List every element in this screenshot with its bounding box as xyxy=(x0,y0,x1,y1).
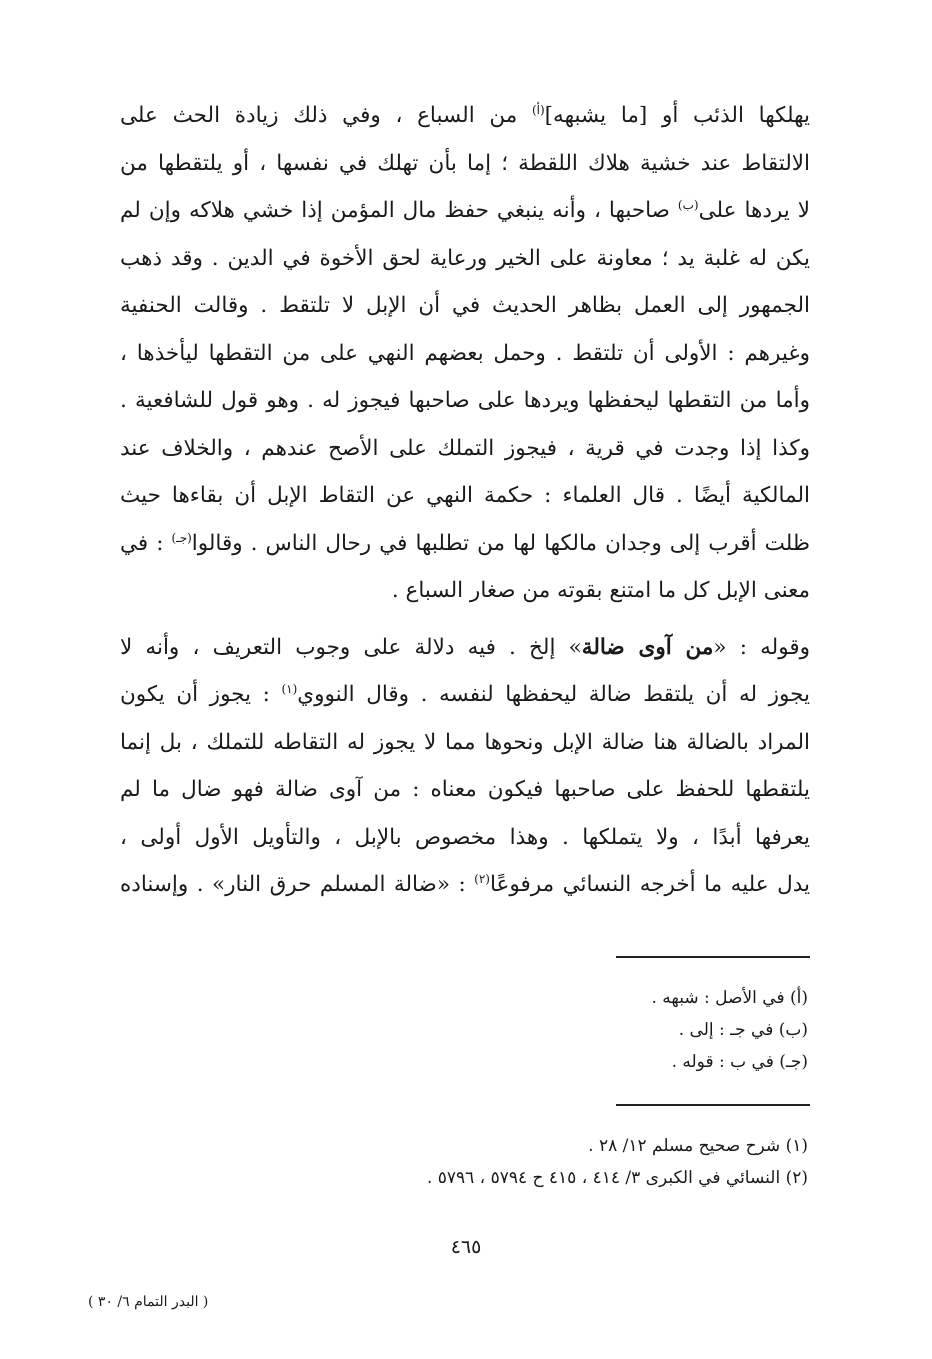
footnotes xyxy=(128,1130,808,1194)
paragraph-gap xyxy=(120,615,810,624)
text-line: وكذا إذا وجدت في قرية ، فيجوز التملك على الأصح عندهم ، والخلاف عند xyxy=(120,435,810,461)
text-line: وأما من التقطها ليحفظها ويردها على صاحبها فيجوز له . وهو قول للشافعية . xyxy=(120,388,810,413)
text-line xyxy=(120,92,810,140)
text-line: يلتقطها للحفظ على صاحبها فيكون معناه : من آوى ضالة فهو ضال ما لم xyxy=(120,777,810,802)
text-line: معنى الإبل كل ما امتنع بقوته من صغار السباع . xyxy=(391,578,810,603)
variant-note: (ب) في جـ : إلى . xyxy=(678,1020,808,1040)
text-segment: : في xyxy=(120,530,172,556)
footnote-marker: (٢) xyxy=(474,871,490,886)
variant-marker: (جـ) xyxy=(171,530,192,545)
page-number: ٤٦٥ xyxy=(450,1236,482,1258)
text-segment: يجوز له أن يلتقط ضالة ليحفظها لنفسه . وقال النووي xyxy=(297,682,810,707)
variant-notes xyxy=(128,982,808,1078)
text-line: المراد بالضالة هنا ضالة الإبل ونحوها مما لا يجوز له التقاطه للتملك ، بل إنما xyxy=(120,729,810,755)
footnote: (٢) النسائي في الكبرى ٣/ ٤١٤ ، ٤١٥ ح ٥٧٩٤ ، ٥٧٩٦ . xyxy=(426,1168,808,1188)
text-segment: ظلت أقرب إلى وجدان مالكها لها من تطلبها في رحال الناس . وقالوا xyxy=(191,530,810,556)
variant-marker: (أ) xyxy=(531,102,545,117)
text-segment: يدل عليه ما أخرجه النسائي مرفوعًا xyxy=(489,872,810,897)
text-line xyxy=(120,520,810,568)
footnote: (١) شرح صحيح مسلم ١٢/ ٢٨ . xyxy=(588,1136,808,1156)
footnote-divider xyxy=(616,956,810,958)
text-line: يكن له غلبة يد ؛ معاونة على الخير ورعاية لحق الأخوة في الدين . وقد ذهب xyxy=(120,245,810,271)
text-segment: » إلخ . فيه دلالة على وجوب التعريف ، وأنه لا xyxy=(120,634,582,660)
variant-note: (جـ) في ب : قوله . xyxy=(671,1052,808,1072)
text-segment: يهلكها الذئب أو [ما يشبهه] xyxy=(544,103,810,128)
text-line xyxy=(120,624,810,672)
text-line: يعرفها أبدًا ، ولا يتملكها . وهذا مخصوص بالإبل ، والتأويل الأول أولى ، xyxy=(120,824,810,850)
hadith-phrase: من آوى ضالة xyxy=(581,634,714,660)
text-segment: من السباع ، وفي ذلك زيادة الحث على xyxy=(120,103,532,128)
text-line: وغيرهم : الأولى أن تلتقط . وحمل بعضهم النهي على من التقطها ليأخذها ، xyxy=(120,340,810,366)
text-line: الجمهور إلى العمل بظاهر الحديث في أن الإبل لا تلتقط . وقالت الحنفية xyxy=(120,293,810,318)
text-line xyxy=(120,671,810,719)
main-text xyxy=(120,92,810,909)
text-line: المالكية أيضًا . قال العلماء : حكمة النهي عن التقاط الإبل أن بقاءها حيث xyxy=(120,483,810,508)
text-segment: وقوله : « xyxy=(713,634,810,660)
variant-note: (أ) في الأصل : شبهه . xyxy=(651,988,808,1008)
variant-marker: (ب) xyxy=(677,197,699,212)
text-segment: : «ضالة المسلم حرق النار» . وإسناده xyxy=(120,872,475,897)
running-footer: ( البدر التمام ٦/ ٣٠ ) xyxy=(88,1294,209,1310)
text-line xyxy=(120,187,810,235)
text-line xyxy=(120,861,810,909)
text-line: الالتقاط عند خشية هلاك اللقطة ؛ إما بأن تهلك في نفسها ، أو يلتقطها من xyxy=(120,150,810,176)
text-segment: : يجوز أن يكون xyxy=(120,682,282,707)
text-segment: لا يردها على xyxy=(698,198,810,223)
footnote-divider xyxy=(616,1104,810,1106)
footnote-marker: (١) xyxy=(281,681,298,696)
text-segment: صاحبها ، وأنه ينبغي حفظ مال المؤمن إذا خشي هلاكه وإن لم xyxy=(120,198,678,223)
